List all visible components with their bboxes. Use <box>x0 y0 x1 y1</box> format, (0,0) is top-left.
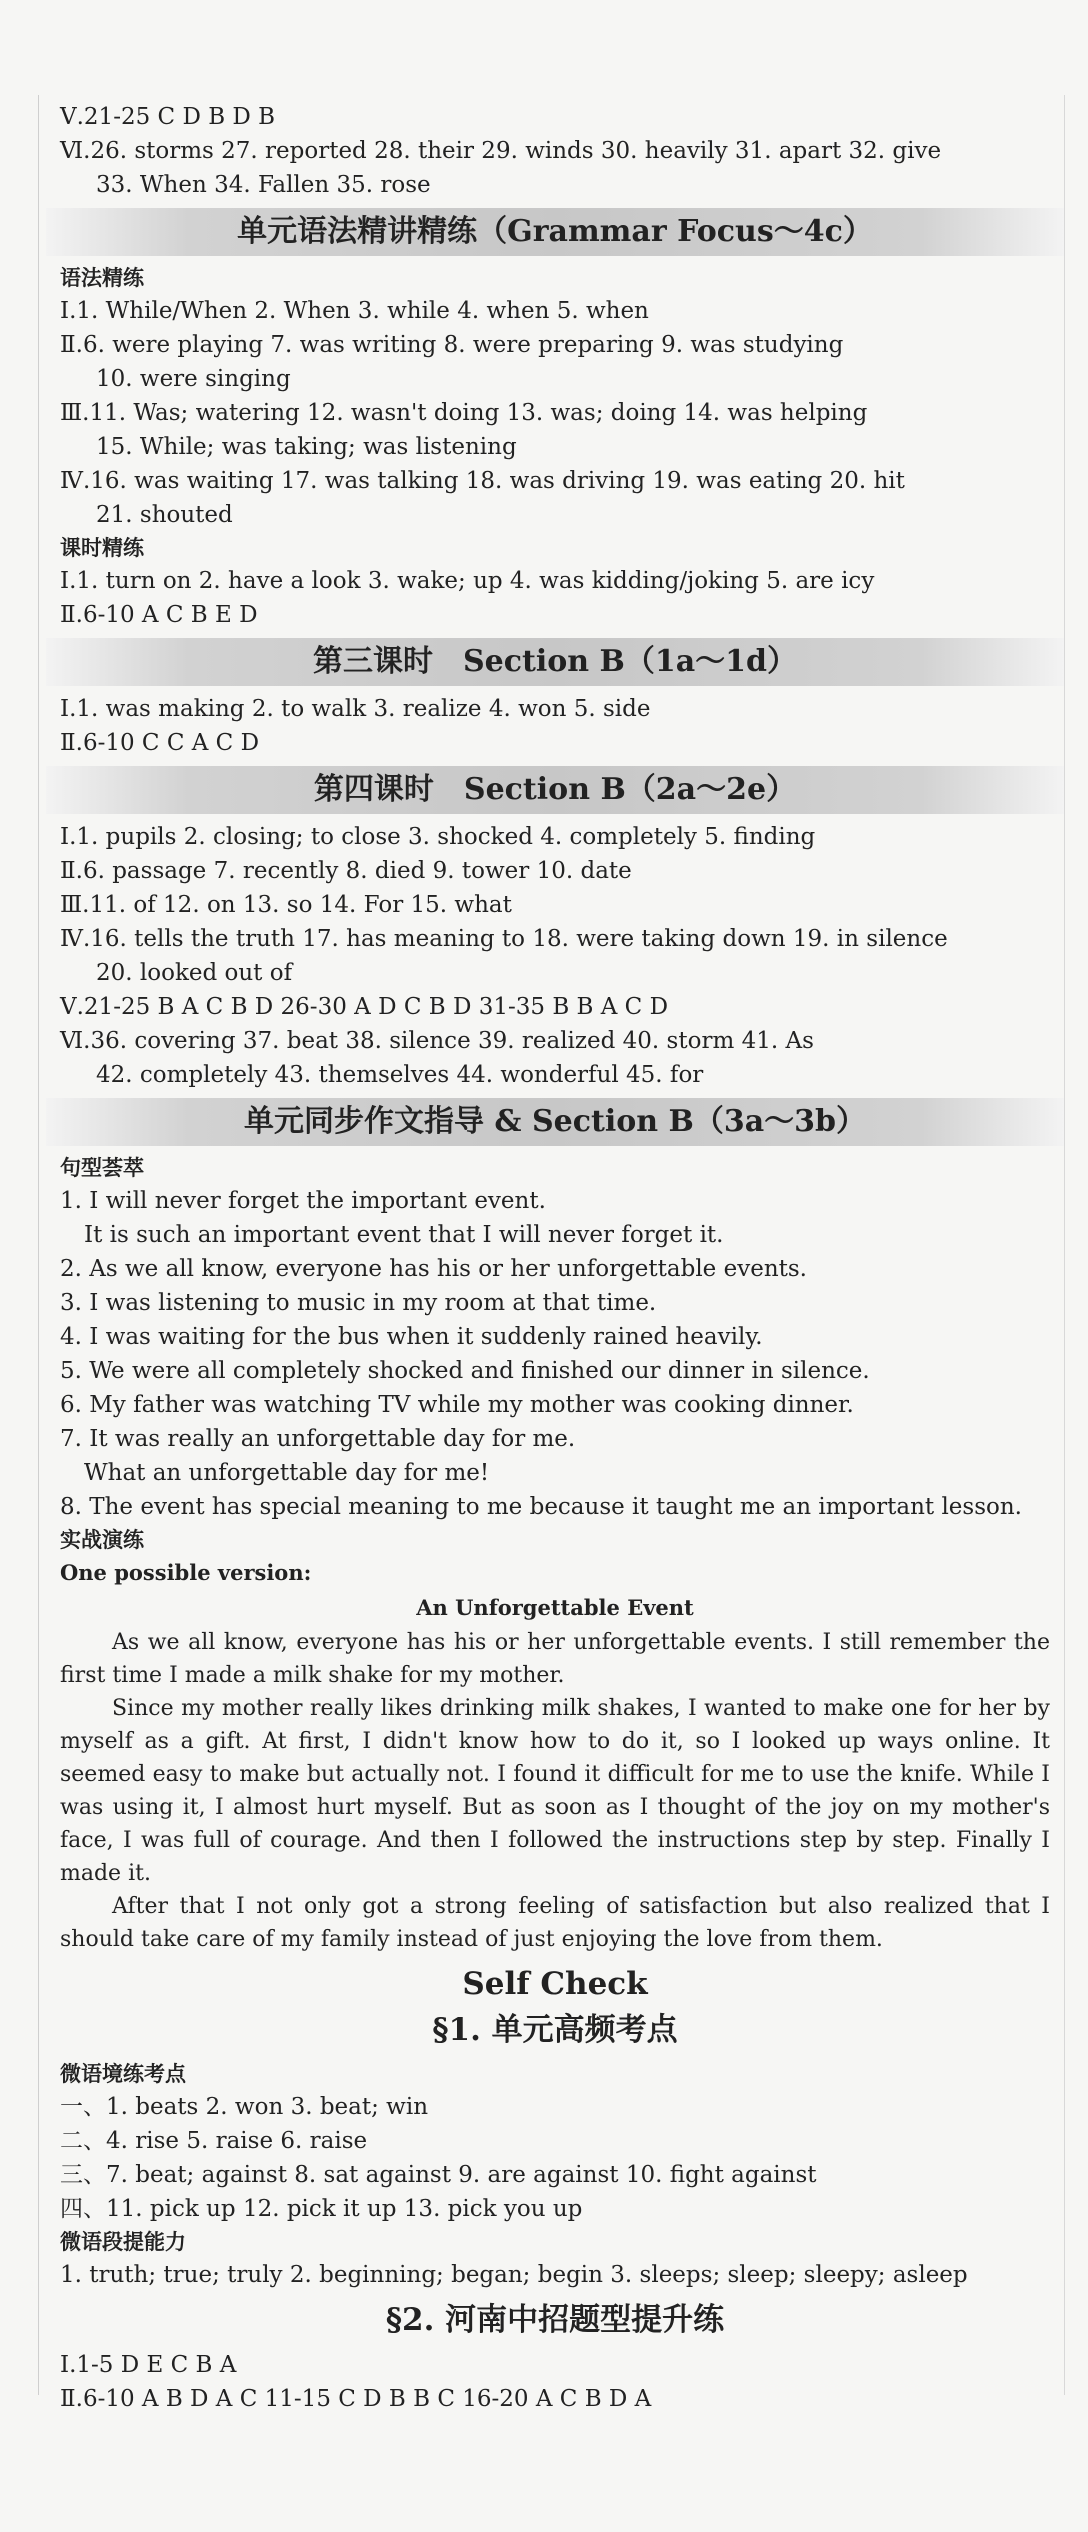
section-title-self-check: Self Check <box>462 1966 648 2002</box>
sentence-line: 8. The event has special meaning to me because it taught me an important lesson. <box>60 1494 1022 1520</box>
section-banner-lesson3: 第三课时 Section B（1a～1d） <box>46 638 1064 686</box>
essay-paragraph: Since my mother really likes drinking milk shakes, I wanted to make one for her by myself as a gift. At first, I didn't know how to do it, so I looked up ways online. It seemed easy to make but actually not. I found it difficult for me to use the knife. While I was using it, I almost hurt myself. But as soon as I thought of the joy on my mother's face, I was full of courage. And then I followed the instructions step by step. Finally I made it. <box>60 1696 1050 1886</box>
answer-line: Ⅱ.6. passage 7. recently 8. died 9. tower 10. date <box>60 858 632 884</box>
answer-line: Ⅱ.6-10 C C A C D <box>60 730 260 756</box>
answer-line: 33. When 34. Fallen 35. rose <box>96 172 431 198</box>
answer-line: Ⅱ.6. were playing 7. was writing 8. were preparing 9. was studying <box>60 332 844 358</box>
essay-paragraph: After that I not only got a strong feeling of satisfaction but also realized that I should take care of my family instead of just enjoying the love from them. <box>60 1894 1050 1952</box>
answer-line: 20. looked out of <box>96 960 293 986</box>
possible-version-label: One possible version: <box>60 1560 312 1585</box>
section-title-s2: §2. 河南中招题型提升练 <box>385 2302 725 2338</box>
section-banner-lesson4: 第四课时 Section B（2a～2e） <box>46 766 1064 814</box>
answer-line: 二、4. rise 5. raise 6. raise <box>60 2128 368 2154</box>
sentence-line: 6. My father was watching TV while my mother was cooking dinner. <box>60 1392 854 1418</box>
sentence-line: 1. I will never forget the important event. <box>60 1188 546 1214</box>
answer-line: 21. shouted <box>96 502 233 528</box>
sentence-line: It is such an important event that I will never forget it. <box>84 1222 724 1248</box>
essay-paragraph: As we all know, everyone has his or her unforgettable events. I still remember the first time I made a milk shake for my mother. <box>60 1630 1050 1688</box>
sentence-line: What an unforgettable day for me! <box>84 1460 490 1486</box>
right-margin-rule <box>1064 95 1065 2395</box>
section-banner-writing: 单元同步作文指导 & Section B（3a～3b） <box>46 1098 1064 1146</box>
subheading: 微语段提能力 <box>60 2230 186 2254</box>
subheading: 语法精练 <box>60 266 144 290</box>
section-title-s1: §1. 单元高频考点 <box>432 2012 678 2048</box>
answer-line: 10. were singing <box>96 366 291 392</box>
answer-line: Ⅱ.6-10 A C B E D <box>60 602 258 628</box>
answer-line: 42. completely 43. themselves 44. wonderful 45. for <box>96 1062 704 1088</box>
answer-line: Ⅰ.1. pupils 2. closing; to close 3. shocked 4. completely 5. finding <box>60 824 816 850</box>
answer-line: Ⅴ.21-25 C D B D B <box>60 104 276 130</box>
answer-line: Ⅱ.6-10 A B D A C 11-15 C D B B C 16-20 A C B D A <box>60 2386 652 2412</box>
subheading: 微语境练考点 <box>60 2062 186 2086</box>
answer-line: Ⅳ.16. was waiting 17. was talking 18. was driving 19. was eating 20. hit <box>60 468 905 494</box>
answer-line: Ⅰ.1. While/When 2. When 3. while 4. when 5. when <box>60 298 649 324</box>
answer-line: Ⅴ.21-25 B A C B D 26-30 A D C B D 31-35 B B A C D <box>60 994 669 1020</box>
subheading: 课时精练 <box>60 536 144 560</box>
answer-line: Ⅰ.1. was making 2. to walk 3. realize 4. won 5. side <box>60 696 651 722</box>
answer-line: 1. truth; true; truly 2. beginning; began; begin 3. sleeps; sleep; sleepy; asleep <box>60 2262 968 2288</box>
sentence-line: 2. As we all know, everyone has his or her unforgettable events. <box>60 1256 807 1282</box>
answer-line: Ⅵ.26. storms 27. reported 28. their 29. winds 30. heavily 31. apart 32. give <box>60 138 942 164</box>
subheading: 句型荟萃 <box>60 1156 144 1180</box>
sentence-line: 5. We were all completely shocked and finished our dinner in silence. <box>60 1358 870 1384</box>
subheading: 实战演练 <box>60 1528 144 1552</box>
left-margin-rule <box>38 95 39 2395</box>
answer-content <box>60 100 1050 2416</box>
section-banner-grammar: 单元语法精讲精练（Grammar Focus～4c） <box>46 208 1064 256</box>
answer-line: 15. While; was taking; was listening <box>96 434 517 460</box>
answer-line: Ⅲ.11. Was; watering 12. wasn't doing 13. was; doing 14. was helping <box>60 400 868 426</box>
essay-title: An Unforgettable Event <box>416 1595 694 1620</box>
sentence-line: 4. I was waiting for the bus when it suddenly rained heavily. <box>60 1324 763 1350</box>
answer-line: 四、11. pick up 12. pick it up 13. pick you up <box>60 2196 583 2222</box>
sentence-line: 7. It was really an unforgettable day for me. <box>60 1426 576 1452</box>
sentence-line: 3. I was listening to music in my room at that time. <box>60 1290 657 1316</box>
answer-line: 一、1. beats 2. won 3. beat; win <box>60 2094 429 2120</box>
answer-line: Ⅳ.16. tells the truth 17. has meaning to 18. were taking down 19. in silence <box>60 926 948 952</box>
answer-line: Ⅲ.11. of 12. on 13. so 14. For 15. what <box>60 892 512 918</box>
answer-line: Ⅰ.1. turn on 2. have a look 3. wake; up 4. was kidding/joking 5. are icy <box>60 568 875 594</box>
answer-line: 三、7. beat; against 8. sat against 9. are against 10. fight against <box>60 2162 817 2188</box>
answer-line: Ⅰ.1-5 D E C B A <box>60 2352 237 2378</box>
answer-line: Ⅵ.36. covering 37. beat 38. silence 39. realized 40. storm 41. As <box>60 1028 814 1054</box>
